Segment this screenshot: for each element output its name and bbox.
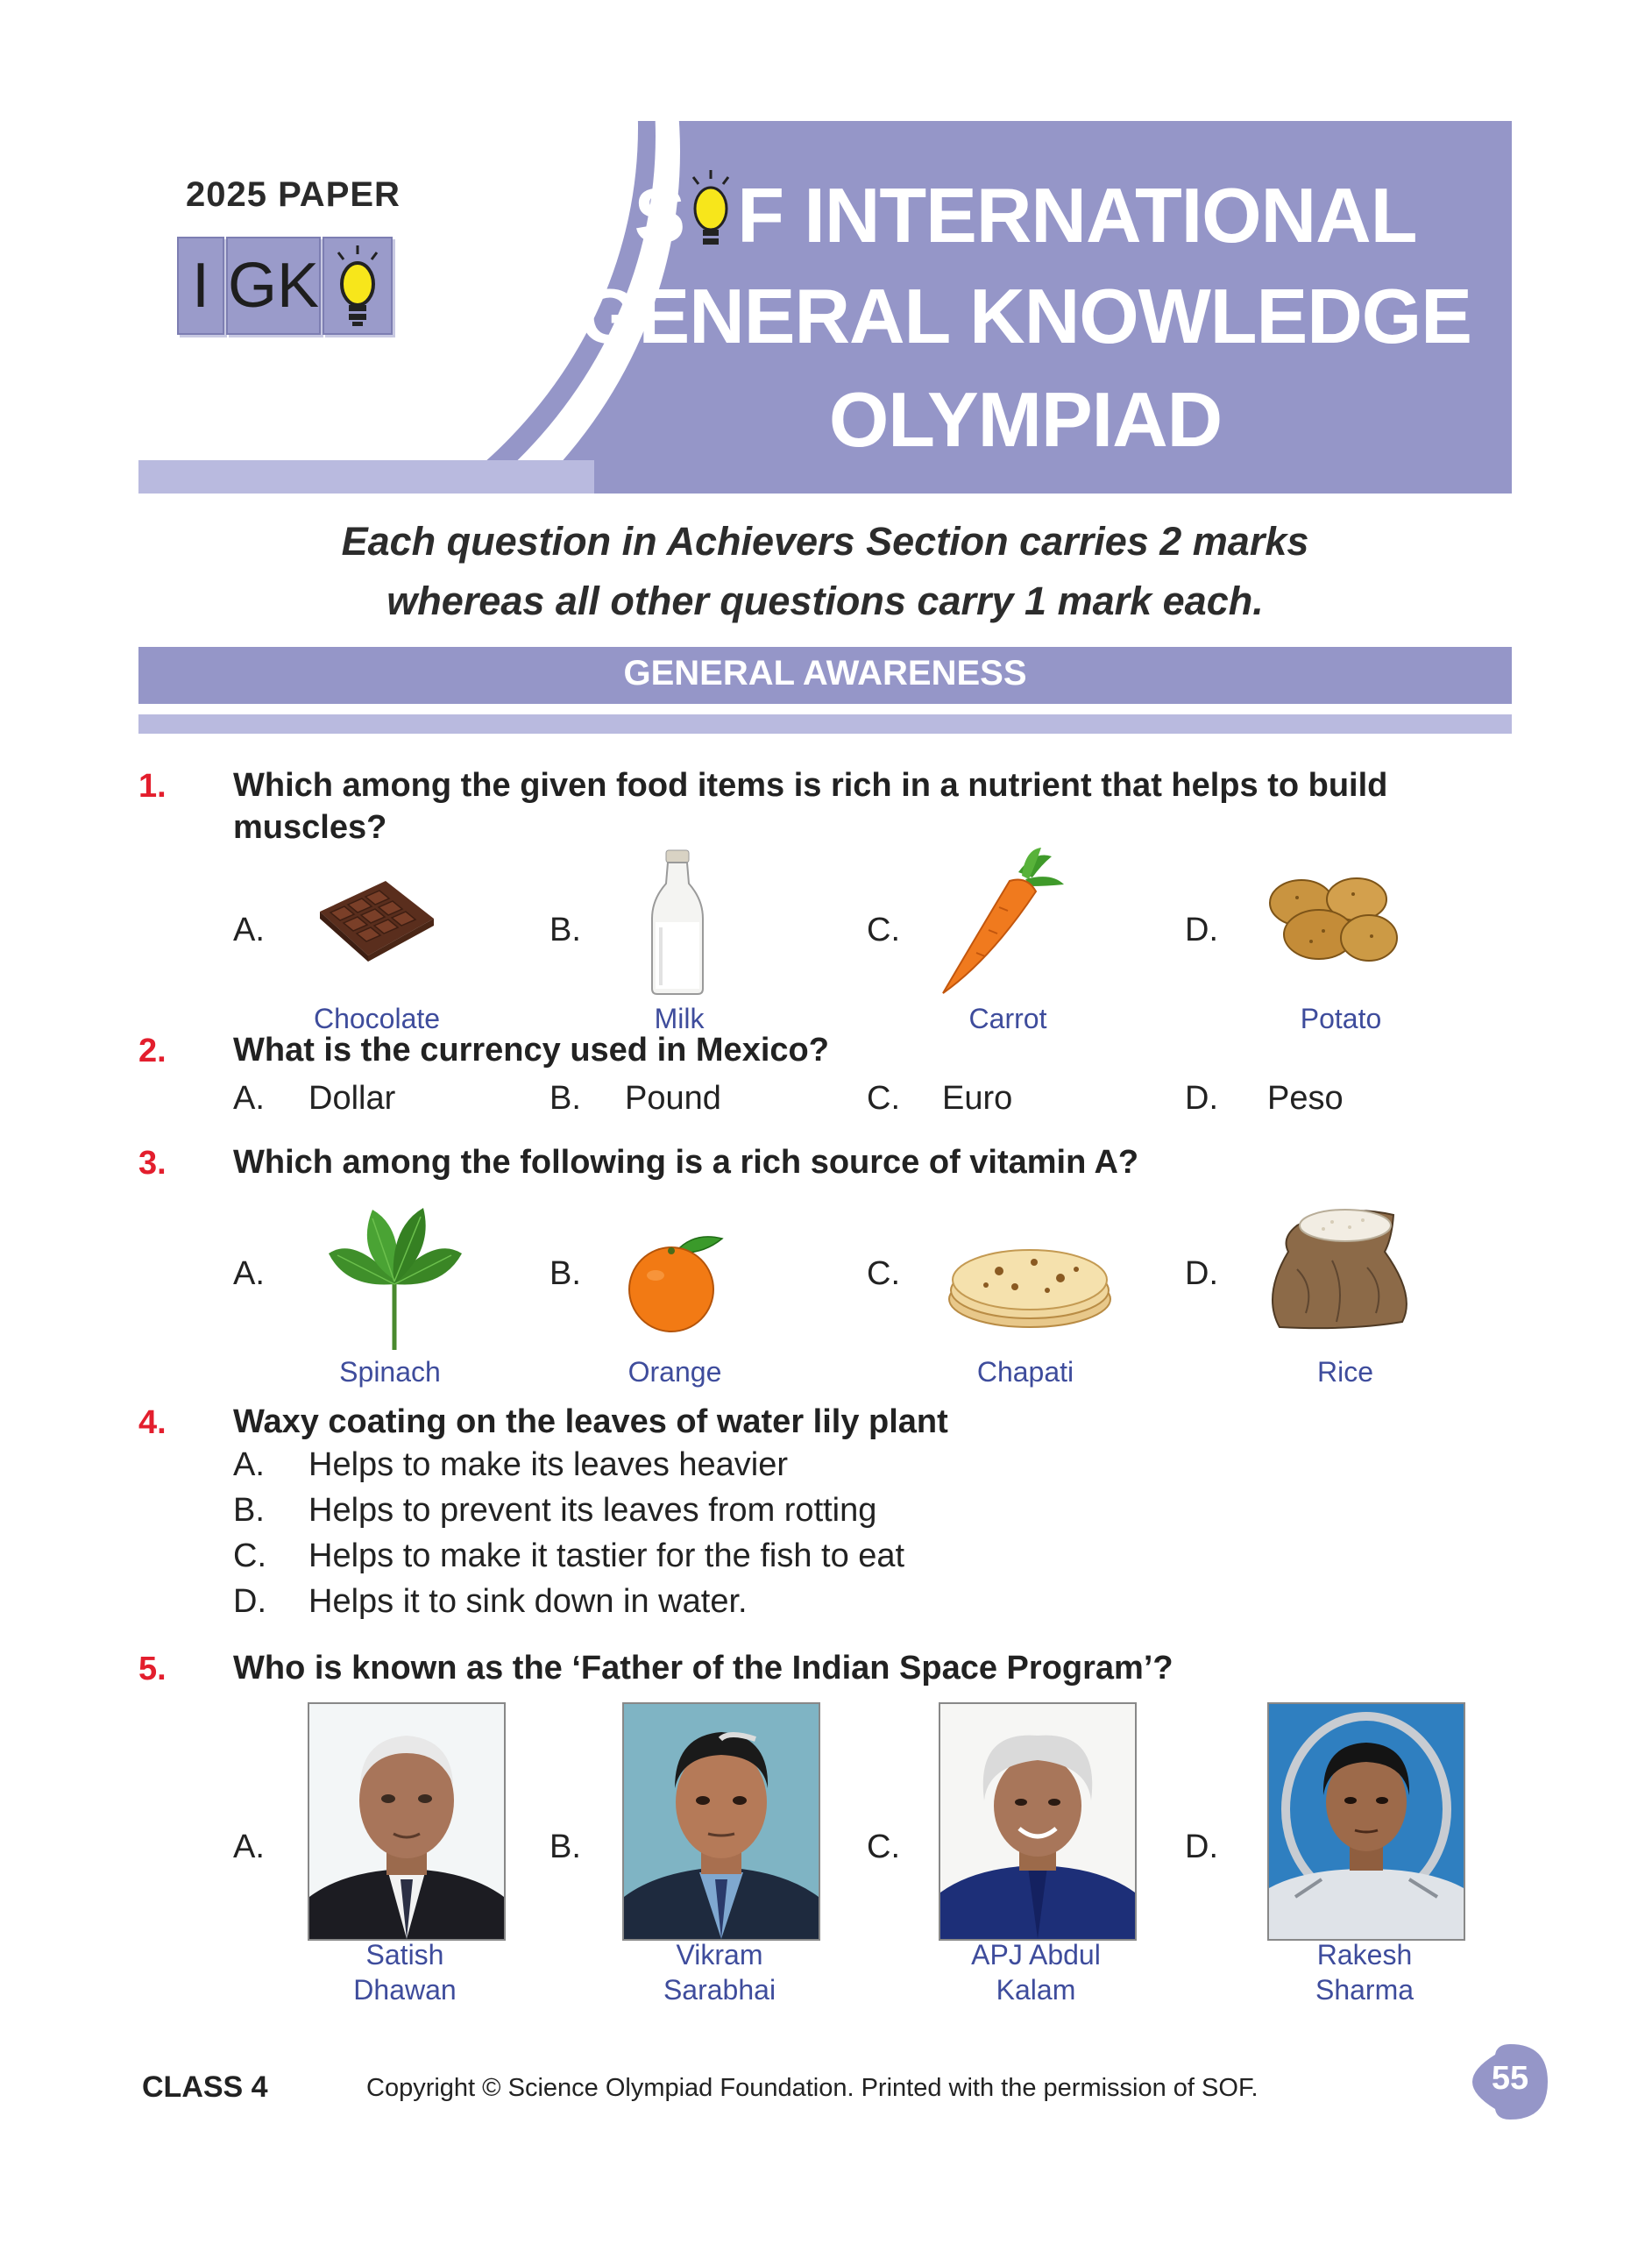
option-text: Dollar bbox=[308, 1080, 396, 1117]
title-line-1 bbox=[543, 168, 1507, 260]
option-letter: B. bbox=[549, 1080, 581, 1117]
option-letter: D. bbox=[1185, 1080, 1218, 1117]
option-letter: A. bbox=[233, 1255, 265, 1292]
person-portrait-icon bbox=[309, 1704, 504, 1939]
option-letter: A. bbox=[233, 912, 265, 948]
option-caption bbox=[939, 1937, 1133, 2007]
option-text: Helps to make it tastier for the fish to eat bbox=[308, 1537, 905, 1574]
logo-letter-i: I bbox=[177, 237, 224, 335]
portrait-photo bbox=[1267, 1702, 1465, 1941]
light-bulb-icon bbox=[686, 168, 735, 252]
spinach-icon bbox=[320, 1201, 469, 1352]
page-number: 55 bbox=[1491, 2060, 1529, 2097]
question-text: Waxy coating on the leaves of water lily plant bbox=[233, 1403, 948, 1440]
caption-line: Rakesh bbox=[1316, 1939, 1413, 1971]
person-portrait-icon bbox=[624, 1704, 819, 1939]
portrait-photo bbox=[308, 1702, 506, 1941]
question-number: 3. bbox=[138, 1145, 167, 1182]
caption-line: Sarabhai bbox=[663, 1974, 776, 2006]
title-line-3: OLYMPIAD bbox=[828, 376, 1223, 463]
carrot-icon bbox=[938, 846, 1069, 995]
option-letter: B. bbox=[549, 1829, 581, 1865]
option-caption: Chocolate bbox=[313, 1003, 441, 1034]
option-text: Pound bbox=[625, 1080, 721, 1117]
question-text: What is the currency used in Mexico? bbox=[233, 1032, 829, 1069]
option-caption: Spinach bbox=[339, 1356, 441, 1388]
instruction-line-1: Each question in Achievers Section carries 2 marks bbox=[341, 519, 1309, 564]
question-text: Who is known as the ‘Father of the Indian Space Program’? bbox=[233, 1650, 1173, 1687]
person-portrait-icon bbox=[940, 1704, 1135, 1939]
option-text: Peso bbox=[1267, 1080, 1344, 1117]
caption-line: Dhawan bbox=[353, 1974, 457, 2006]
question-number: 1. bbox=[138, 768, 167, 805]
option-letter: D. bbox=[1185, 912, 1218, 948]
question-number: 4. bbox=[138, 1404, 167, 1441]
option-letter: C. bbox=[867, 912, 900, 948]
option-text: Helps to prevent its leaves from rotting bbox=[308, 1492, 877, 1529]
option-letter: D. bbox=[233, 1583, 266, 1620]
option-letter: A. bbox=[233, 1080, 265, 1117]
question-text-line: muscles? bbox=[233, 809, 387, 846]
title-prefix-s: S bbox=[634, 172, 685, 259]
light-bulb-icon bbox=[331, 244, 384, 328]
caption-line: Sharma bbox=[1315, 1974, 1414, 2006]
caption-line: APJ Abdul bbox=[971, 1939, 1101, 1971]
option-letter: C. bbox=[867, 1829, 900, 1865]
logo-letter-gk: GK bbox=[226, 237, 321, 335]
rice-sack-icon bbox=[1262, 1199, 1420, 1331]
caption-line: Kalam bbox=[996, 1974, 1076, 2006]
section-title: GENERAL AWARENESS bbox=[623, 654, 1027, 692]
logo-bulb-box bbox=[323, 237, 393, 335]
option-caption: Orange bbox=[627, 1356, 722, 1388]
caption-line: Satish bbox=[365, 1939, 444, 1971]
option-letter: D. bbox=[1185, 1255, 1218, 1292]
option-text: Helps it to sink down in water. bbox=[308, 1583, 748, 1620]
potato-icon bbox=[1262, 868, 1402, 969]
option-caption bbox=[622, 1937, 817, 2007]
orange-icon bbox=[624, 1232, 729, 1335]
question-text bbox=[233, 764, 1387, 849]
option-letter: C. bbox=[233, 1537, 266, 1574]
option-letter: C. bbox=[867, 1255, 900, 1292]
chocolate-bar-icon bbox=[311, 877, 438, 964]
class-label: CLASS 4 bbox=[142, 2070, 268, 2104]
milk-bottle-icon bbox=[649, 849, 706, 996]
option-letter: A. bbox=[233, 1829, 265, 1865]
option-caption: Milk bbox=[654, 1003, 705, 1034]
option-text: Euro bbox=[942, 1080, 1013, 1117]
question-text-line: Which among the given food items is rich in a nutrient that helps to build bbox=[233, 767, 1388, 804]
paper-year-label: 2025 PAPER bbox=[186, 175, 401, 214]
option-letter: B. bbox=[233, 1492, 265, 1529]
option-letter: B. bbox=[549, 1255, 581, 1292]
option-caption bbox=[1267, 1937, 1462, 2007]
option-caption: Potato bbox=[1300, 1003, 1382, 1034]
question-number: 5. bbox=[138, 1651, 167, 1687]
question-text: Which among the following is a rich source of vitamin A? bbox=[233, 1144, 1139, 1181]
portrait-photo bbox=[622, 1702, 820, 1941]
portrait-photo bbox=[939, 1702, 1137, 1941]
option-caption: Chapati bbox=[976, 1356, 1074, 1388]
section-bar-underline bbox=[138, 714, 1512, 734]
chapati-icon bbox=[947, 1236, 1113, 1332]
option-caption bbox=[308, 1937, 502, 2007]
instruction-line-2: whereas all other questions carry 1 mark each. bbox=[386, 579, 1264, 623]
option-letter: D. bbox=[1185, 1829, 1218, 1865]
question-number: 2. bbox=[138, 1033, 167, 1069]
option-letter: A. bbox=[233, 1446, 265, 1483]
option-letter: C. bbox=[867, 1080, 900, 1117]
title-line-1-rest: F INTERNATIONAL bbox=[737, 172, 1417, 259]
copyright-text: Copyright © Science Olympiad Foundation. Printed with the permission of SOF. bbox=[366, 2074, 1258, 2102]
caption-line: Vikram bbox=[676, 1939, 763, 1971]
astronaut-portrait-icon bbox=[1269, 1704, 1464, 1939]
title-line-2: GENERAL KNOWLEDGE bbox=[579, 273, 1471, 359]
option-letter: B. bbox=[549, 912, 581, 948]
option-caption: Rice bbox=[1316, 1356, 1373, 1388]
option-text: Helps to make its leaves heavier bbox=[308, 1446, 789, 1483]
option-caption: Carrot bbox=[968, 1003, 1047, 1034]
